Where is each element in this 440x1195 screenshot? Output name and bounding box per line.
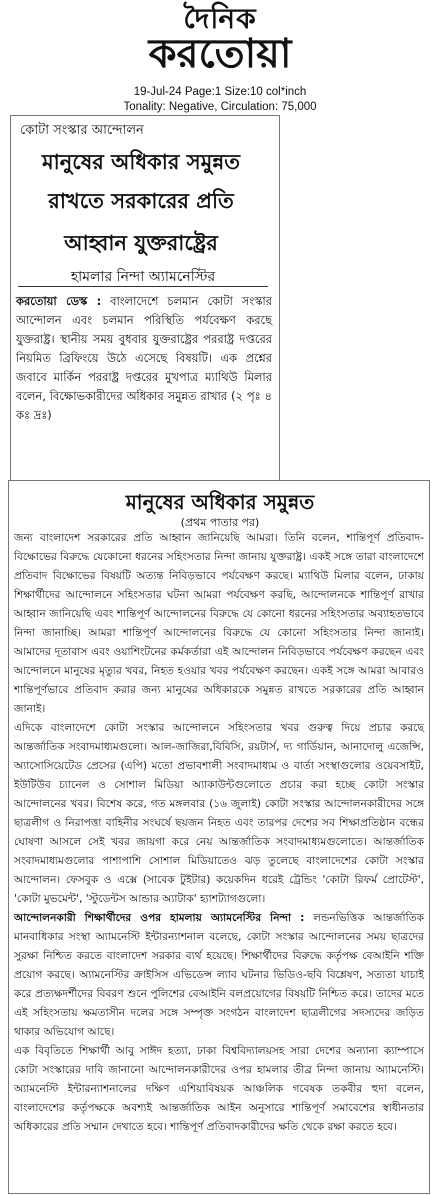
masthead-newspaper-name: করতোয়া <box>148 31 292 77</box>
jump-reference: (২ পৃঃ ৪ কঃ দ্রঃ) <box>16 389 273 422</box>
dateline: করতোয়া ডেস্ক : <box>16 294 102 308</box>
paragraph-3 <box>14 909 424 1042</box>
headline-line-3: আহ্বান যুক্তরাষ্ট্রের <box>64 231 218 255</box>
paragraph-3-text: লন্ডনভিত্তিক আন্তর্জাতিক মানবাধিকার সংস্থা অ্যামনেস্টি ইন্টারন্যাশনাল বলেছে, কোটা সংস্কার আন্দোলনের সময় ছাত্রদের সুরক্ষা নিশ্চিত করতে বাংলাদেশ সরকার ব্যর্থ হয়েছে। শিক্ষার্থীদের বিরুদ্ধে কর্তৃপক্ষ বেআইনি শক্তি প্রয়োগ করছে। অ্যামনেস্টির ক্রাইসিস এভিডেন্স ল্যাব ঘটনার ভিডিও-ছবি বিশ্লেষণ, সত্যতা যাচাই করে প্রত্যক্ষদর্শীদের বিবরণ শুনে পুলিশের বেআইনি বলপ্রয়োগের বিষয়টি নিশ্চিত করে। তাদের মতে এই সহিংসতায় ক্ষমতাসীন দলের সঙ্গে সম্পৃক্ত সংগঠন বাংলাদেশ ছাত্রলীগের সদস্যদের জড়িত থাকার অভিযোগ আছে। <box>14 912 425 1038</box>
continuation-body <box>14 529 424 1137</box>
subheadline: হামলার নিন্দা অ্যামনেস্টির <box>70 269 216 285</box>
subheadline-divider <box>18 286 268 287</box>
paragraph-2: এদিকে বাংলাদেশে কোটা সংস্কার আন্দোলনে সহিংসতার খবর গুরুত্ব দিয়ে প্রচার করছে আন্তর্জাতিক সংবাদমাধ্যমগুলো। আল-জাজিরা,বিবিসি, রয়টার্স, দ্য গার্ডিয়ান, আনাদোলু এজেন্সি, অ্যাসোসিয়েটেড প্রেসের (এপি) মতো প্রভাবশালী সংবাদমাধ্যম ও বার্তা সংস্থাগুলোর ওয়েবসাইট, ইউটিউব চ্যানেল ও সোশাল মিডিয়া অ্যাকাউন্টগুলোতে প্রচার করা হচ্ছে কোটা সংস্কার আন্দোলনের খবর। বিশেষ করে, গত মঙ্গলবার (১৬ জুলাই) কোটা সংস্কার আন্দোলনকারীদের সঙ্গে ছাত্রলীগ ও নিরাপত্তা বাহিনীর সংঘর্ষে ছয়জন নিহত এবং তারপর দেশের সব শিক্ষাপ্রতিষ্ঠান বন্ধের ঘোষণা আসলে সেই খবর জায়গা করে নেয় আন্তর্জাতিক সংবাদমাধ্যমগুলোতে। আন্তর্জাতিক সংবাদমাধ্যমগুলোর পাশাপাশি সোশাল মিডিয়াতেও ঝড় তুলেছে বাংলাদেশের কোটা সংস্কার আন্দোলন। ফেসবুক ও এক্সে (সাবেক টুইটার) কয়েকদিন ধরেই ট্রেন্ডিং 'কোটা রিফর্ম প্রোটেস্ট', 'কোটা মুভমেন্ট', 'স্টুডেন্টস আন্ডার অ্যাটাক' হ্যাশট্যাগগুলো। <box>14 722 424 905</box>
front-article-body <box>16 292 272 425</box>
front-body-text: বাংলাদেশে চলমান কোটা সংস্কার আন্দোলন এবং চলমান পরিস্থিতি পর্যবেক্ষণ করছে যুক্তরাষ্ট্র। স্থানীয় সময় বুধবার যুক্তরাষ্ট্রের পররাষ্ট্র দপ্তরের নিয়মিত ব্রিফিংয়ে উঠে এসেছে বিষয়টি। এক প্রশ্নের জবাবে মার্কিন পররাষ্ট্র দপ্তরের মুখপাত্র ম্যাথিউ মিলার বলেন, বিক্ষোভকারীদের অধিকার সমুন্নত রাখার <box>16 294 272 403</box>
paragraph-1: জন্য বাংলাদেশ সরকারের প্রতি আহ্বান জানিয়েছি আমরা। তিনি বলেন, শান্তিপূর্ণ প্রতিবাদ-বিক্ষোভের বিরুদ্ধে যেকোনো ধরনের সহিংসতার নিন্দা জানায় যুক্তরাষ্ট্র। একই সঙ্গে তারা বাংলাদেশে প্রতিবাদ বিক্ষোভের বিষয়টি অত্যন্ত নিবিড়ভাবে পর্যবেক্ষণ করছে। ম্যাথিউ মিলার বলেন, ঢাকায় শিক্ষার্থীদের আন্দোলনে সহিংসতার ঘটনা আমরা পর্যবেক্ষণ করছি, আন্দোলনকে শান্তিপূর্ণ রাখার আহ্বান জানিয়েছি এবং শান্তিপূর্ণ আন্দোলনের বিরুদ্ধে যে কোনো ধরনের সহিংসতার অব্যাহতভাবে নিন্দা জানাচ্ছি। আমরা শান্তিপূর্ণ আন্দোলনের বিরুদ্ধে যে কোনো সহিংসতার নিন্দা জানাই। আমাদের দূতাবাস এবং ওয়াশিংটনের কর্মকর্তারা এই আন্দোলন নিবিড়ভাবে পর্যবেক্ষণ করছেন এবং আন্দোলনে মানুষের মৃত্যুর খবর, নিহত হওয়ার খবর পর্যবেক্ষণ করছেন। একই সঙ্গে আমরা আবারও শান্তিপূর্ণভাবে প্রতিবাদ করার জন্য মানুষের অধিকারকে সমুন্নত রাখতে সরকারের প্রতি আহ্বান জানাই। <box>14 532 424 715</box>
continuation-headline: মানুষের অধিকার সমুন্নত <box>125 490 315 514</box>
paragraph-4: এক বিবৃতিতে শিক্ষার্থী আবু সাঈদ হত্যা, ঢাকা বিশ্ববিদ্যালয়সহ সারা দেশের অন্যান্য ক্যাম্পাসে কোটা সংস্কারের দাবি জানানো আন্দোলনকারীদের ওপর হামলার তীব্র নিন্দা জানায় অ্যামনেস্টি। অ্যামনেস্টি ইন্টারন্যাশনালের দক্ষিণ এশিয়াবিষয়ক আঞ্চলিক গবেষক তকবীর হুদা বলেন, বাংলাদেশের কর্তৃপক্ষকে অবশ্যই আন্তর্জাতিক আইন অনুসারে শান্তিপূর্ণ সমাবেশের স্বাধীনতার অধিকারের প্রতি সম্মান দেখাতে হবে। শান্তিপূর্ণ প্রতিবাদকারীদের ক্ষতি থেকে রক্ষা করতে হবে। <box>14 1045 424 1133</box>
clip-metadata-line-2: Tonality: Negative, Circulation: 75,000 <box>123 101 317 113</box>
headline-line-1: মানুষের অধিকার সমুন্নত <box>41 150 241 174</box>
masthead-small-title: দৈনিক <box>183 2 257 35</box>
kicker: কোটা সংস্কার আন্দোলন <box>20 123 144 138</box>
paragraph-3-lead: আন্দোলনকারী শিক্ষার্থীদের ওপর হামলায় অ্যামনেস্টির নিন্দা : <box>14 912 305 924</box>
continuation-label: (প্রথম পাতার পর) <box>180 516 260 529</box>
headline-line-2: রাখতে সরকারের প্রতি <box>48 189 234 213</box>
clip-metadata-line-1: 19-Jul-24 Page:1 Size:10 col*inch <box>133 86 307 98</box>
